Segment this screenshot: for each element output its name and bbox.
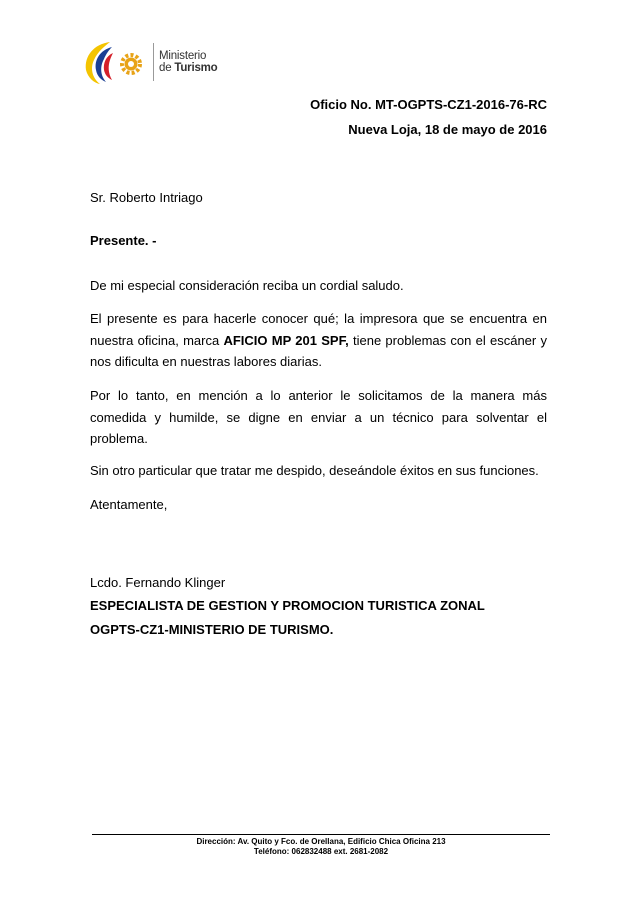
signer-office: OGPTS-CZ1-MINISTERIO DE TURISMO. bbox=[90, 622, 334, 637]
p1-text: El presente es para hacerle conocer qué; la impresora que se encuentra en nuestra oficina, marca bbox=[90, 311, 547, 348]
greeting: De mi especial consideración reciba un cordial saludo. bbox=[90, 278, 404, 293]
paragraph-printer-issue bbox=[90, 308, 547, 373]
oficio-number: Oficio No. MT-OGPTS-CZ1-2016-76-RC bbox=[310, 97, 547, 112]
printer-model: AFICIO MP 201 SPF, bbox=[223, 332, 349, 348]
signer-name: Lcdo. Fernando Klinger bbox=[90, 575, 226, 590]
signer-title: ESPECIALISTA DE GESTION Y PROMOCION TURISTICA ZONAL bbox=[90, 598, 485, 613]
logo-bold-word: Turismo bbox=[174, 62, 218, 74]
logo-prefix: de bbox=[159, 62, 175, 74]
p1-text-end: tiene problemas con el escáner y nos dificulta en nuestras labores diarias. bbox=[90, 332, 548, 369]
footer-phone: Teléfono: 062832488 ext. 2681-2082 bbox=[253, 847, 389, 856]
recipient: Sr. Roberto Intriago bbox=[90, 190, 203, 205]
place-date: Nueva Loja, 18 de mayo de 2016 bbox=[348, 122, 547, 137]
footer-divider bbox=[92, 834, 550, 835]
paragraph-request: Por lo tanto, en mención a lo anterior le solicitamos de la manera más comedida y humilde, se digne en enviar a un técnico para solventar el problema. bbox=[90, 388, 547, 446]
logo-divider bbox=[153, 43, 154, 81]
presente: Presente. - bbox=[90, 233, 157, 248]
logo-line-turismo bbox=[159, 62, 218, 74]
footer-address: Dirección: Av. Quito y Fco. de Orellana, Edificio Chica Oficina 213 bbox=[196, 837, 446, 846]
logo-wordmark bbox=[159, 50, 218, 74]
paragraph-farewell: Sin otro particular que tratar me despido, deseándole éxitos en sus funciones. bbox=[90, 463, 539, 478]
ministerio-turismo-logo bbox=[80, 38, 220, 86]
closing: Atentamente, bbox=[90, 497, 168, 512]
logo-line-ministerio: Ministerio bbox=[159, 50, 207, 62]
ministry-emblem-icon bbox=[80, 38, 150, 86]
